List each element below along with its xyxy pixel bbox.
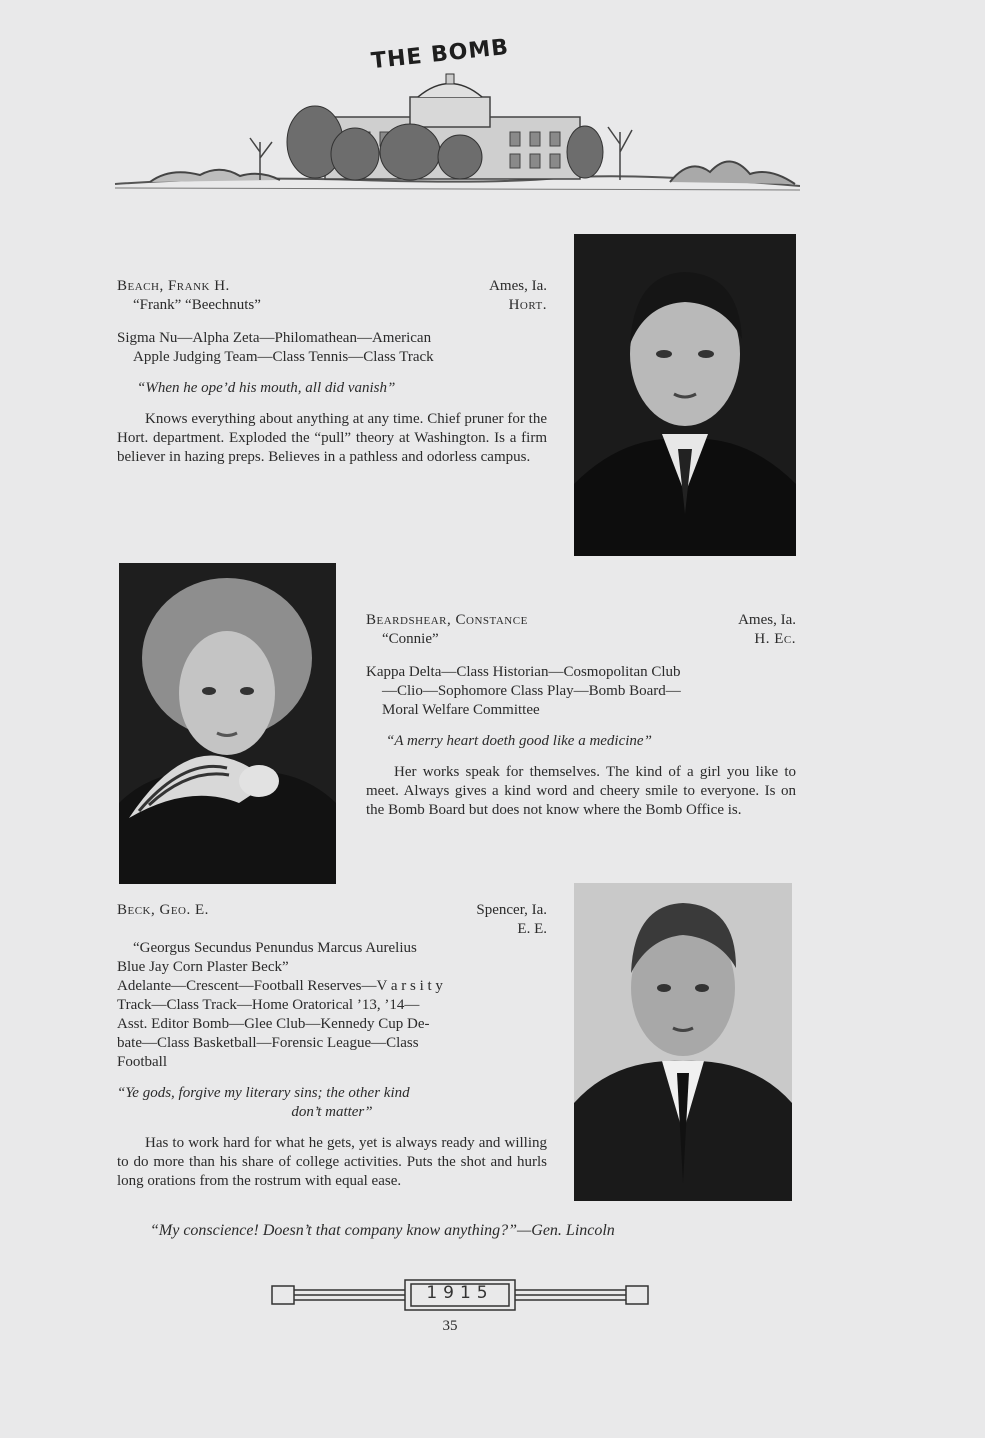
activities-line: Asst. Editor Bomb—Glee Club—Kennedy Cup De- [117,1016,430,1032]
activities-line: Track—Class Track—Home Oratorical ’13, ’14— [117,997,420,1013]
entry-course: Hort. [508,297,547,313]
year-label: 1915 [426,1283,494,1303]
activities-line: Sigma Nu—Alpha Zeta—Philomathean—American [117,330,432,346]
portrait-beck [574,883,792,1201]
activities-line: —Clio—Sophomore Class Play—Bomb Board— [382,683,681,699]
entry-bio: Has to work hard for what he gets, yet is always ready and willing to do more than his share of college activities. Puts the shot and hurls long orations from the rostrum with equal ease. [117,1135,547,1189]
entry-name: Beardshear, Constance [366,612,528,628]
entry-nicknames: “Georgus Secundus Penundus Marcus Aurelius [133,940,417,956]
entry-activities [117,329,547,367]
entry-quote [117,1084,547,1122]
entry-bio: Knows everything about anything at any time. Chief pruner for the Hort. department. Exploded the “pull” theory at Washington. Is a firm believer in hazing preps. Believes in a pathless and odorless campus. [117,411,547,465]
campus-illustration [110,72,800,197]
activities-line: bate—Class Basketball—Forensic League—Class [117,1035,419,1051]
entry-beach-header [117,277,547,296]
quote-line: “Ye gods, forgive my literary sins; the other kind [117,1085,410,1101]
entry-quote: “When he ope’d his mouth, all did vanish” [137,380,396,396]
entry-name: Beach, Frank H. [117,278,230,294]
entry-activities [366,663,796,720]
entry-nicknames: “Connie” [382,631,439,647]
entry-activities [117,977,547,1072]
header-title-text: THE BOMB [369,34,511,75]
entry-hometown: Spencer, Ia. [476,902,547,918]
entry-nicknames: “Frank” “Beechnuts” [133,297,261,313]
portrait-man-icon [574,883,792,1201]
entry-hometown: Ames, Ia. [738,612,796,628]
page-number: 35 [442,1318,458,1334]
entry-beach-subheader [117,296,547,315]
entry-name: Beck, Geo. E. [117,902,209,918]
entry-bio: Her works speak for themselves. The kind of a girl you like to meet. Always gives a kind word and cheery smile to everyone. Is on the Bomb Board but does not know where the Bomb Office is. [366,764,796,818]
entry-nicknames-cont: Blue Jay Corn Plaster Beck” [117,959,289,975]
entry-beach [117,277,547,467]
quote-line: don’t matter” [291,1104,373,1120]
activities-line: Moral Welfare Committee [382,702,540,718]
activities-line: Apple Judging Team—Class Tennis—Class Track [133,349,434,365]
entry-course: E. E. [517,921,547,937]
activities-line: Kappa Delta—Class Historian—Cosmopolitan Club [366,664,681,680]
entry-beardshear [366,611,796,820]
entry-course-row [117,920,547,939]
activities-line: Football [117,1054,168,1070]
portrait-woman-icon [119,563,336,884]
entry-beck-header [117,901,547,920]
entry-quote: “A merry heart doeth good like a medicine” [386,733,652,749]
portrait-man-icon [574,234,796,556]
entry-beardshear-subheader [366,630,796,649]
portrait-beach [574,234,796,556]
entry-beck [117,901,547,1191]
footer-quote: “My conscience! Doesn’t that company know anything?”—Gen. Lincoln [150,1222,615,1239]
activities-line: Adelante—Crescent—Football Reserves—V a r s i t y [117,978,443,994]
entry-course: H. Ec. [754,631,796,647]
portrait-beardshear [119,563,336,884]
entry-beardshear-header [366,611,796,630]
entry-hometown: Ames, Ia. [489,278,547,294]
